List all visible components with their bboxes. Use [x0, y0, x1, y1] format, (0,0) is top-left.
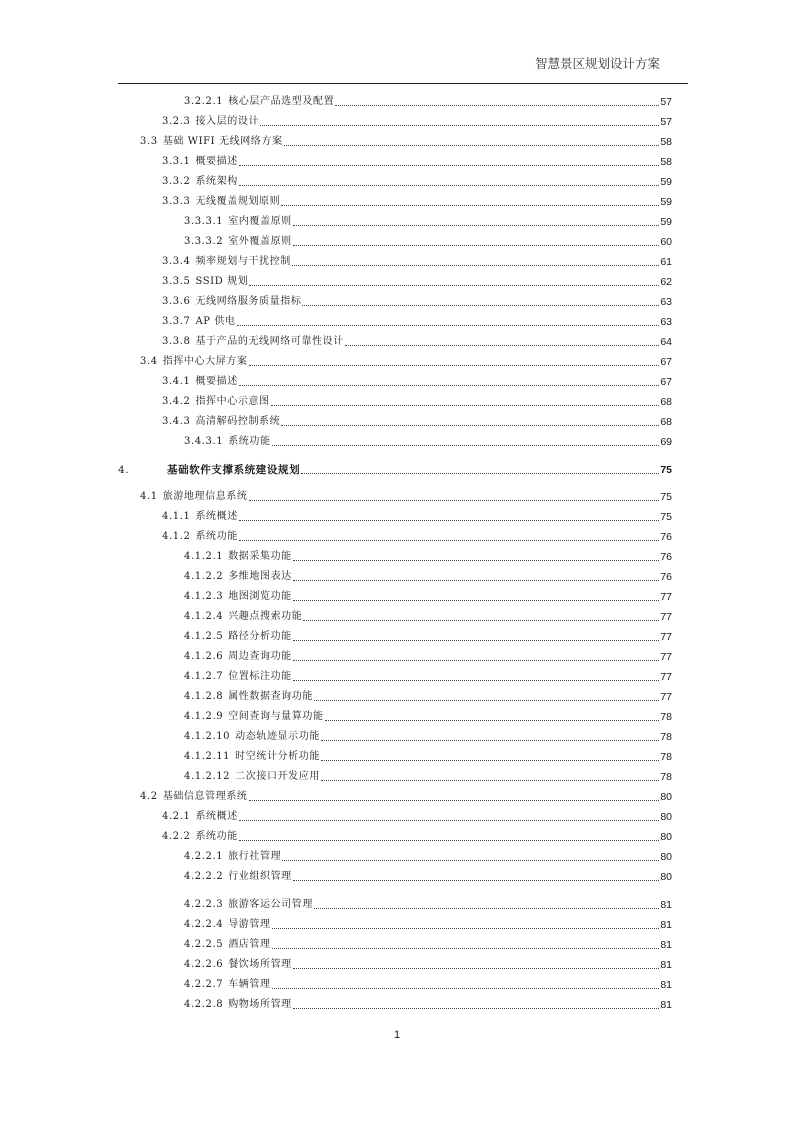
toc-entry-number: 4.1.2.2 [184, 571, 224, 582]
toc-entry-page: 63 [660, 316, 672, 328]
toc-leader-dots [314, 907, 659, 909]
toc-leader-dots [239, 164, 659, 166]
toc-leader-dots [293, 244, 660, 246]
toc-entry-page: 81 [660, 999, 672, 1011]
toc-leader-dots [293, 579, 660, 581]
toc-entry-title: 购物场所管理 [228, 999, 292, 1010]
toc-entry-page: 76 [660, 551, 672, 563]
toc-entry-label [162, 374, 238, 390]
toc-entry-number: 4.1.2.8 [184, 691, 224, 702]
toc-leader-dots [293, 967, 660, 969]
toc-entry-page: 78 [660, 771, 672, 783]
toc-entry[interactable] [162, 334, 672, 350]
toc-entry-number: 4.1.2.6 [184, 651, 224, 662]
toc-entry[interactable] [162, 154, 672, 170]
toc-leader-dots [293, 1007, 660, 1009]
toc-leader-dots [303, 619, 659, 621]
toc-entry-page: 75 [660, 491, 672, 503]
toc-leader-dots [321, 779, 659, 781]
toc-entry-label [184, 669, 292, 685]
toc-entry-number: 3.4.3 [162, 416, 191, 427]
toc-entry[interactable] [162, 254, 672, 270]
toc-leader-dots [239, 839, 659, 841]
toc-entry[interactable] [184, 569, 672, 585]
toc-entry-title: 概要描述 [195, 376, 238, 387]
toc-leader-dots [272, 947, 660, 949]
toc-entry-number: 3.4.2 [162, 396, 191, 407]
toc-entry-title: 室外覆盖原则 [228, 236, 292, 247]
toc-entry[interactable] [162, 274, 672, 290]
toc-entry-label [162, 829, 238, 845]
toc-entry-title: 路径分析功能 [228, 631, 292, 642]
toc-entry[interactable] [184, 669, 672, 685]
toc-entry-label [184, 769, 320, 785]
toc-entry[interactable] [140, 134, 672, 150]
toc-entry[interactable] [162, 809, 672, 825]
toc-entry[interactable] [184, 749, 672, 765]
toc-entry-title: 餐饮场所管理 [228, 959, 292, 970]
toc-entry[interactable] [184, 897, 672, 913]
toc-entry-number: 3.3.2 [162, 176, 191, 187]
header-rule [118, 83, 688, 84]
toc-entry-title: 系统功能 [228, 436, 271, 447]
toc-entry-page: 77 [660, 611, 672, 623]
toc-leader-dots [239, 519, 659, 521]
toc-entry-title: 多维地图表达 [228, 571, 292, 582]
toc-entry-number: 3.3.5 [162, 276, 191, 287]
toc-entry-title: 数据采集功能 [228, 551, 292, 562]
toc-entry[interactable] [184, 589, 672, 605]
toc-entry-number: 4.1.2.3 [184, 591, 224, 602]
toc-entry-label [184, 729, 320, 745]
toc-leader-dots [272, 987, 660, 989]
toc-entry-label [162, 254, 291, 270]
toc-entry-number: 4.2.2.1 [184, 851, 224, 862]
toc-entry-number: 3.4 [140, 356, 158, 367]
toc-leader-dots [271, 404, 660, 406]
toc-entry-page: 75 [660, 511, 672, 523]
toc-entry-number: 4.1.2.4 [184, 611, 224, 622]
toc-entry-number: 3.2.2.1 [184, 96, 224, 107]
toc-entry[interactable] [184, 609, 672, 625]
toc-entry[interactable] [118, 462, 672, 478]
toc-leader-dots [345, 344, 659, 346]
toc-entry[interactable] [184, 689, 672, 705]
toc-entry-number: 4.1.2.7 [184, 671, 224, 682]
toc-leader-dots [239, 184, 659, 186]
toc-entry[interactable] [184, 917, 672, 933]
toc-entry-page: 62 [660, 276, 672, 288]
toc-entry-number: 4.1 [140, 491, 158, 502]
toc-entry-page: 64 [660, 336, 672, 348]
toc-entry[interactable] [162, 194, 672, 210]
page-header-title: 智慧景区规划设计方案 [534, 56, 660, 71]
toc-entry-title: 酒店管理 [228, 939, 271, 950]
toc-leader-dots [284, 144, 660, 146]
toc-entry-page: 57 [660, 116, 672, 128]
toc-entry[interactable] [140, 789, 672, 805]
toc-entry-page: 81 [660, 939, 672, 951]
toc-leader-dots [293, 559, 660, 561]
toc-entry-page: 80 [660, 791, 672, 803]
toc-entry-label [184, 897, 313, 913]
toc-leader-dots [293, 639, 660, 641]
toc-entry-label [184, 649, 292, 665]
toc-entry-label [162, 154, 238, 170]
toc-entry-label [140, 489, 248, 505]
toc-leader-dots [321, 759, 659, 761]
toc-entry-label [184, 849, 281, 865]
toc-entry-number: 4.2.2.3 [184, 899, 224, 910]
toc-entry[interactable] [184, 94, 672, 110]
toc-entry-page: 57 [660, 96, 672, 108]
toc-entry-label [162, 174, 238, 190]
toc-entry-page: 58 [660, 156, 672, 168]
toc-entry-page: 67 [660, 356, 672, 368]
toc-entry-label [162, 809, 238, 825]
toc-entry-label [184, 214, 292, 230]
toc-leader-dots [293, 224, 660, 226]
toc-entry-page: 80 [660, 811, 672, 823]
toc-entry-number: 3.3.1 [162, 156, 191, 167]
toc-entry-number: 3.3.7 [162, 316, 191, 327]
toc-entry-title: 周边查询功能 [228, 651, 292, 662]
toc-entry-number: 3.3.3.1 [184, 216, 224, 227]
toc-entry-number: 3.3.8 [162, 336, 191, 347]
toc-entry-label [184, 957, 292, 973]
toc-entry-page: 81 [660, 919, 672, 931]
page-number: 1 [393, 1029, 401, 1041]
toc-entry-title: 空间查询与量算功能 [228, 711, 324, 722]
toc-entry-label [184, 609, 302, 625]
toc-entry-number: 4. [118, 464, 130, 476]
toc-leader-dots [239, 819, 659, 821]
toc-entry[interactable] [184, 869, 672, 885]
toc-entry-label [118, 462, 300, 478]
toc-leader-dots [272, 444, 660, 446]
toc-entry-label [140, 134, 283, 150]
toc-entry-title: 接入层的设计 [195, 116, 260, 127]
toc-entry-label [162, 274, 248, 290]
toc-entry[interactable] [184, 729, 672, 745]
toc-leader-dots [249, 284, 659, 286]
toc-entry-page: 78 [660, 751, 672, 763]
toc-entry-label [162, 294, 301, 310]
toc-entry-label [184, 629, 292, 645]
toc-entry-title: 导游管理 [228, 919, 271, 930]
toc-entry-title: 系统功能 [195, 531, 238, 542]
toc-entry[interactable] [162, 509, 672, 525]
toc-entry-title: SSID 规划 [195, 276, 249, 287]
toc-leader-dots [293, 659, 660, 661]
toc-entry-title: 属性数据查询功能 [228, 691, 313, 702]
toc-entry-label [162, 414, 280, 430]
toc-entry-label [184, 234, 292, 250]
toc-entry-label [162, 334, 344, 350]
toc-entry-page: 77 [660, 691, 672, 703]
toc-entry-number: 3.2.3 [162, 116, 191, 127]
toc-entry[interactable] [184, 549, 672, 565]
toc-entry-number: 4.1.2.12 [184, 771, 231, 782]
toc-leader-dots [335, 104, 659, 106]
toc-entry-title: 基础 WIFI 无线网络方案 [162, 136, 283, 147]
toc-entry-title: 无线网络服务质量指标 [195, 296, 302, 307]
toc-entry-title: 车辆管理 [228, 979, 271, 990]
toc-entry-number: 4.2.2.4 [184, 919, 224, 930]
toc-entry-page: 69 [660, 436, 672, 448]
toc-entry-label [184, 869, 292, 885]
toc-entry-label [162, 529, 238, 545]
toc-entry-page: 63 [660, 296, 672, 308]
toc-entry-title: 兴趣点搜索功能 [228, 611, 303, 622]
toc-entry-title: 地图浏览功能 [228, 591, 292, 602]
toc-leader-dots [281, 204, 659, 206]
toc-entry-label [184, 749, 320, 765]
toc-entry-number: 3.4.3.1 [184, 436, 224, 447]
toc-entry-label [184, 937, 271, 953]
toc-entry-label [162, 394, 270, 410]
toc-leader-dots [302, 304, 659, 306]
toc-leader-dots [260, 124, 659, 126]
toc-entry[interactable] [184, 434, 672, 450]
toc-entry-number: 4.2.2 [162, 831, 191, 842]
toc-entry-title: 位置标注功能 [228, 671, 292, 682]
toc-entry-page: 75 [660, 464, 672, 476]
toc-entry[interactable] [162, 114, 672, 130]
toc-entry-number: 4.2.2.7 [184, 979, 224, 990]
toc-entry-title: 二次接口开发应用 [235, 771, 320, 782]
toc-entry-title: 旅游客运公司管理 [228, 899, 313, 910]
toc-entry[interactable] [184, 649, 672, 665]
toc-entry-label [162, 314, 236, 330]
toc-entry-page: 76 [660, 531, 672, 543]
toc-entry-title: 高清解码控制系统 [195, 416, 281, 427]
toc-entry-title: 系统概述 [195, 811, 238, 822]
toc-entry-number: 4.1.2.1 [184, 551, 224, 562]
toc-leader-dots [325, 719, 660, 721]
toc-entry-number: 3.3 [140, 136, 158, 147]
toc-entry-number: 4.2.2.2 [184, 871, 224, 882]
toc-entry-title: 系统概述 [195, 511, 238, 522]
toc-entry-title: 旅游地理信息系统 [162, 491, 248, 502]
toc-entry-title: 系统架构 [195, 176, 238, 187]
toc-entry-title: 系统功能 [195, 831, 238, 842]
toc-entry[interactable] [184, 234, 672, 250]
toc-entry[interactable] [184, 709, 672, 725]
toc-leader-dots [293, 599, 660, 601]
toc-entry-number: 4.2.2.8 [184, 999, 224, 1010]
toc-entry-label [140, 354, 248, 370]
toc-entry-title: AP 供电 [195, 316, 236, 327]
toc-entry-number: 3.3.6 [162, 296, 191, 307]
toc-entry-page: 60 [660, 236, 672, 248]
toc-entry-number: 4.1.2 [162, 531, 191, 542]
toc-entry-number: 4.1.2.9 [184, 711, 224, 722]
toc-entry-number: 3.4.1 [162, 376, 191, 387]
toc-entry-number: 3.3.3.2 [184, 236, 224, 247]
toc-entry-page: 58 [660, 136, 672, 148]
toc-entry-title: 旅行社管理 [228, 851, 282, 862]
toc-entry[interactable] [162, 829, 672, 845]
toc-entry-page: 68 [660, 416, 672, 428]
toc-entry-title: 动态轨迹显示功能 [235, 731, 320, 742]
toc-entry-label [184, 589, 292, 605]
toc-entry-page: 77 [660, 671, 672, 683]
toc-entry-page: 77 [660, 651, 672, 663]
toc-entry-label [162, 194, 280, 210]
toc-entry-page: 68 [660, 396, 672, 408]
toc-entry-title: 行业组织管理 [228, 871, 292, 882]
toc-entry[interactable] [184, 769, 672, 785]
toc-leader-dots [249, 499, 660, 501]
toc-leader-dots [272, 927, 660, 929]
toc-entry[interactable] [184, 977, 672, 993]
toc-entry-label [184, 434, 271, 450]
toc-entry-label [184, 917, 271, 933]
toc-entry-page: 78 [660, 711, 672, 723]
toc-entry-label [184, 549, 292, 565]
toc-entry[interactable] [162, 174, 672, 190]
toc-entry-page: 59 [660, 216, 672, 228]
toc-entry-number: 4.2.1 [162, 811, 191, 822]
toc-entry-title: 基于产品的无线网络可靠性设计 [195, 336, 344, 347]
toc-entry[interactable] [140, 354, 672, 370]
toc-entry-label [162, 114, 259, 130]
toc-entry-page: 80 [660, 831, 672, 843]
toc-entry-label [184, 569, 292, 585]
toc-entry-page: 77 [660, 631, 672, 643]
toc-leader-dots [321, 739, 659, 741]
toc-entry[interactable] [184, 629, 672, 645]
toc-entry-label [140, 789, 248, 805]
toc-entry[interactable] [184, 937, 672, 953]
toc-entry-title: 无线覆盖规划原则 [195, 196, 281, 207]
toc-leader-dots [239, 539, 659, 541]
toc-leader-dots [292, 264, 659, 266]
toc-entry-number: 4.2.2.6 [184, 959, 224, 970]
toc-leader-dots [293, 879, 660, 881]
toc-entry-title: 概要描述 [195, 156, 238, 167]
toc-entry-page: 76 [660, 571, 672, 583]
toc-entry-page: 81 [660, 899, 672, 911]
toc-entry-label [162, 509, 238, 525]
toc-leader-dots [301, 472, 659, 474]
toc-entry-number: 3.3.3 [162, 196, 191, 207]
toc-entry-page: 67 [660, 376, 672, 388]
toc-entry-page: 59 [660, 176, 672, 188]
toc-entry[interactable] [162, 374, 672, 390]
toc-leader-dots [249, 799, 660, 801]
toc-entry-number: 4.1.2.10 [184, 731, 231, 742]
toc-entry-label [184, 94, 334, 110]
toc-entry[interactable] [184, 214, 672, 230]
toc-entry-page: 81 [660, 979, 672, 991]
toc-entry-page: 77 [660, 591, 672, 603]
toc-entry[interactable] [140, 489, 672, 505]
toc-entry-title: 指挥中心示意图 [195, 396, 270, 407]
toc-leader-dots [281, 424, 659, 426]
toc-entry-number: 4.1.2.5 [184, 631, 224, 642]
toc-entry[interactable] [162, 294, 672, 310]
toc-leader-dots [314, 699, 659, 701]
toc-entry[interactable] [162, 414, 672, 430]
toc-entry-label [184, 977, 271, 993]
toc-entry-page: 78 [660, 731, 672, 743]
toc-entry-number: 4.2 [140, 791, 158, 802]
toc-entry-title: 室内覆盖原则 [228, 216, 292, 227]
toc-leader-dots [249, 364, 660, 366]
toc-leader-dots [237, 324, 660, 326]
toc-entry-number: 4.1.2.11 [184, 751, 231, 762]
toc-entry-label [184, 997, 292, 1013]
toc-entry-title: 频率规划与干扰控制 [195, 256, 291, 267]
toc-entry[interactable] [162, 314, 672, 330]
toc-entry[interactable] [162, 394, 672, 410]
toc-entry-page: 59 [660, 196, 672, 208]
toc-entry-number: 4.2.2.5 [184, 939, 224, 950]
toc-entry-number: 3.3.4 [162, 256, 191, 267]
toc-entry-title: 基础信息管理系统 [162, 791, 248, 802]
toc-entry[interactable] [184, 849, 672, 865]
toc-entry-page: 81 [660, 959, 672, 971]
toc-entry-page: 80 [660, 871, 672, 883]
toc-entry-title: 指挥中心大屏方案 [162, 356, 248, 367]
toc-entry[interactable] [184, 957, 672, 973]
toc-leader-dots [282, 859, 659, 861]
toc-entry[interactable] [184, 997, 672, 1013]
toc-entry-page: 61 [660, 256, 672, 268]
toc-leader-dots [239, 384, 659, 386]
toc-entry-title: 时空统计分析功能 [235, 751, 320, 762]
toc-entry-page: 80 [660, 851, 672, 863]
toc-entry-title: 核心层产品选型及配置 [228, 96, 335, 107]
toc-entry[interactable] [162, 529, 672, 545]
toc-entry-number: 4.1.1 [162, 511, 191, 522]
toc-leader-dots [293, 679, 660, 681]
toc-entry-title: 基础软件支撑系统建设规划 [167, 464, 301, 476]
toc-entry-label [184, 709, 324, 725]
toc-entry-label [184, 689, 313, 705]
